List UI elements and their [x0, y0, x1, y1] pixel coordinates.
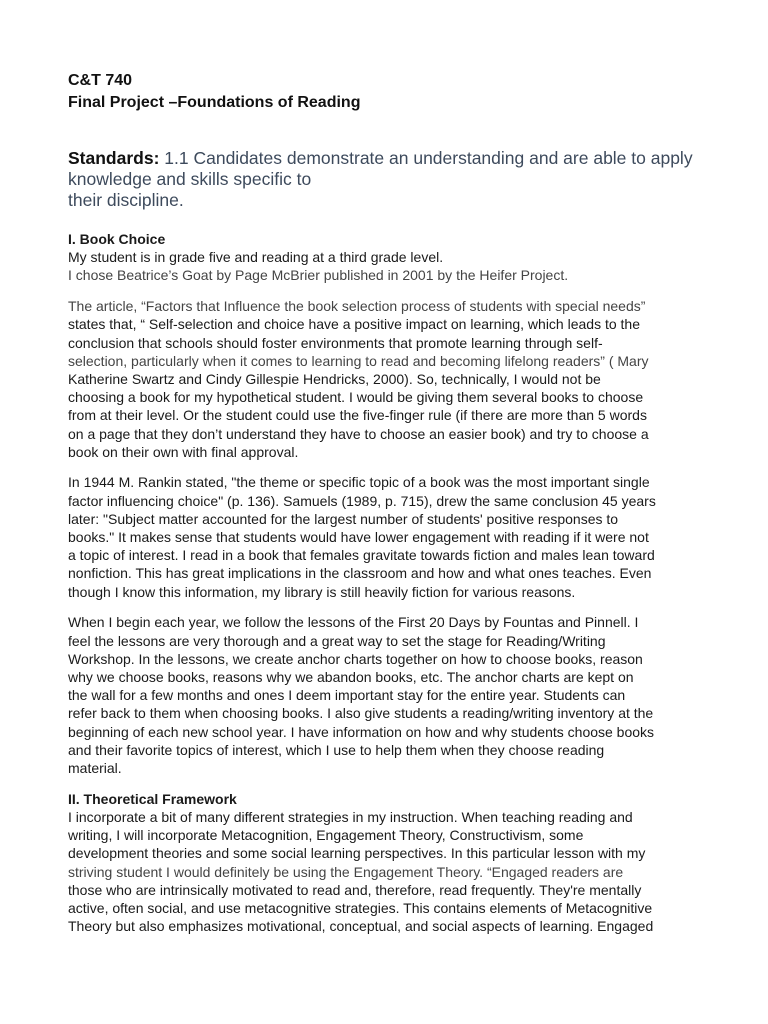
text-line: I chose Beatrice’s Goat by Page McBrier published in 2001 by the Heifer Project.: [68, 267, 569, 284]
text-line: Workshop. In the lessons, we create anchor charts together on how to choose books, reason: [68, 650, 643, 667]
text-line: later: "Subject matter accounted for the largest number of students' positive responses to: [68, 510, 619, 527]
text-line: a topic of interest. I read in a book that females gravitate towards fiction and males lean toward: [68, 547, 655, 564]
text-line: writing, I will incorporate Metacognition, Engagement Theory, Constructivism, some: [68, 827, 584, 844]
standards-line: 1.1 Candidates demonstrate an understanding and are able to apply: [164, 148, 693, 168]
text-line: feel the lessons are very thorough and a great way to set the stage for Reading/Writing: [68, 632, 606, 649]
text-line: book on their own with final approval.: [68, 443, 299, 460]
course-code: C&T 740: [68, 72, 133, 89]
paragraph-first-20-days: [68, 613, 708, 777]
book-choice-intro: [68, 248, 708, 284]
text-line: and their favorite topics of interest, which I use to help them when they choose reading: [68, 741, 605, 758]
text-line: In 1944 M. Rankin stated, "the theme or specific topic of a book was the most important single: [68, 474, 650, 491]
text-line: refer back to them when choosing books. I also give students a reading/writing inventory at the: [68, 705, 654, 722]
text-line: I incorporate a bit of many different strategies in my instruction. When teaching reading and: [68, 808, 633, 825]
text-line: conclusion that schools should foster environments that promote learning through self-: [68, 334, 603, 351]
standards-line: their discipline.: [68, 190, 184, 210]
standards-line: knowledge and skills specific to: [68, 169, 312, 189]
text-line: choosing a book for my hypothetical student. I would be giving them several books to choose: [68, 389, 644, 406]
text-line: the wall for a few months and ones I deem important stay for the entire year. Students can: [68, 687, 626, 704]
paragraph-rankin: [68, 473, 708, 600]
standards-block: [68, 148, 708, 211]
section-heading-book-choice: I. Book Choice: [68, 231, 166, 247]
text-line: The article, “Factors that Influence the book selection process of students with special needs”: [68, 298, 646, 315]
paragraph-article-quote: [68, 297, 708, 461]
section-heading-theoretical-framework: II. Theoretical Framework: [68, 790, 237, 807]
text-line: My student is in grade five and reading at a third grade level.: [68, 249, 444, 266]
paragraph-strategies: [68, 808, 708, 935]
text-line: on a page that they don’t understand they have to choose an easier book) and try to choose a: [68, 425, 649, 442]
text-line: active, often social, and use metacognitive strategies. This contains elements of Metacognitive: [68, 899, 653, 916]
text-line: from at their level. Or the student could use the five-finger rule (if there are more than 5 words: [68, 407, 647, 424]
text-line: those who are intrinsically motivated to read and, therefore, read frequently. They're mentally: [68, 881, 642, 898]
text-line: selection, particularly when it comes to learning to read and becoming lifelong readers” ( Mary: [68, 352, 649, 369]
text-line: books." It makes sense that students would have lower engagement with reading if it were not: [68, 529, 649, 546]
project-title: Final Project –Foundations of Reading: [68, 94, 361, 111]
text-line: Katherine Swartz and Cindy Gillespie Hendricks, 2000). So, technically, I would not be: [68, 370, 601, 387]
text-line: material.: [68, 759, 122, 776]
text-line: development theories and some social learning perspectives. In this particular lesson with my: [68, 845, 646, 862]
text-line: why we choose books, reasons why we abandon books, etc. The anchor charts are kept on: [68, 668, 634, 685]
text-line: When I begin each year, we follow the lessons of the First 20 Days by Fountas and Pinnell. I: [68, 614, 639, 631]
text-line: Theory but also emphasizes motivational, conceptual, and social aspects of learning. Engaged: [68, 918, 654, 935]
text-line: striving student I would definitely be using the Engagement Theory. “Engaged readers are: [68, 863, 624, 880]
text-line: nonfiction. This has great implications in the classroom and how and what ones teaches. Even: [68, 565, 652, 582]
text-line: factor influencing choice" (p. 136). Samuels (1989, p. 715), drew the same conclusion 45 years: [68, 492, 656, 509]
standards-label: Standards:: [68, 148, 160, 168]
text-line: though I know this information, my library is still heavily fiction for various reasons.: [68, 583, 576, 600]
text-line: beginning of each new school year. I have information on how and why students choose books: [68, 723, 655, 740]
document-body: [68, 230, 708, 948]
text-line: states that, “ Self-selection and choice have a positive impact on learning, which leads to the: [68, 316, 640, 333]
